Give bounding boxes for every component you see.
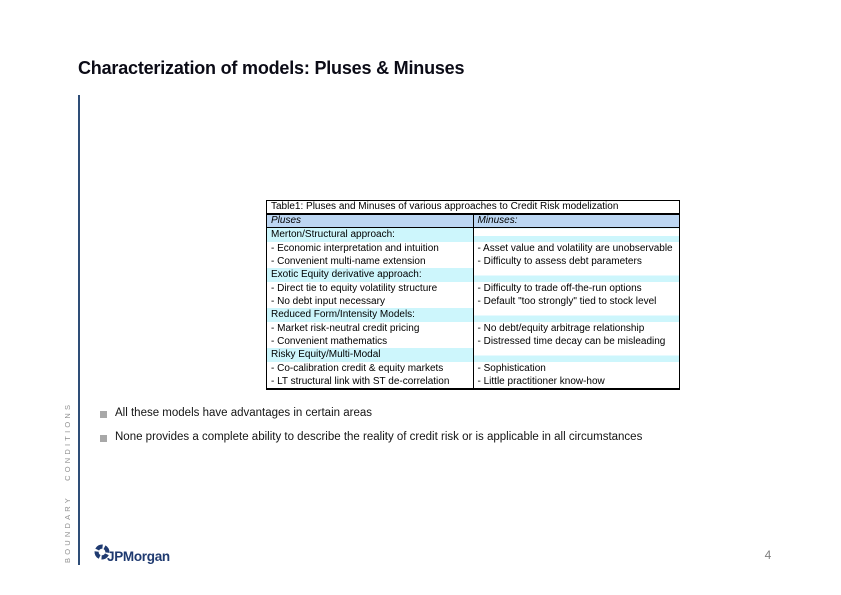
- minus-item: - Difficulty to assess debt parameters: [473, 255, 680, 268]
- plus-item: - Convenient multi-name extension: [267, 255, 474, 268]
- vertical-divider-line: [78, 95, 80, 565]
- section-header-spacer: [473, 228, 680, 243]
- summary-bullets: [100, 407, 740, 455]
- table-header-row: [267, 214, 680, 228]
- section-header-merton: Merton/Structural approach:: [267, 228, 474, 243]
- section-header-exotic-equity: Exotic Equity derivative approach:: [267, 268, 474, 282]
- section-header-row: [267, 308, 680, 322]
- plus-item: - Direct tie to equity volatility structure: [267, 282, 474, 295]
- pluses-minuses-table: [266, 200, 680, 390]
- table-row: [267, 242, 680, 255]
- table-row: [267, 282, 680, 295]
- section-header-spacer: [473, 308, 680, 322]
- sidebar-vertical-label: BOUNDARY CONDITIONS: [63, 401, 72, 563]
- section-header-row: [267, 268, 680, 282]
- table-row: [267, 335, 680, 348]
- section-header-row: [267, 228, 680, 243]
- list-item: [100, 431, 740, 443]
- plus-item: - No debt input necessary: [267, 295, 474, 308]
- plus-item: - Convenient mathematics: [267, 335, 474, 348]
- bullet-text: All these models have advantages in certain areas: [115, 407, 372, 419]
- minus-item: - Default "too strongly" tied to stock level: [473, 295, 680, 308]
- plus-item: - Market risk-neutral credit pricing: [267, 322, 474, 335]
- minus-item: - Sophistication: [473, 362, 680, 375]
- jpmorgan-logo-text: JPMorgan: [107, 549, 170, 564]
- table-row: [267, 295, 680, 308]
- page-title: Characterization of models: Pluses & Minuses: [78, 58, 465, 78]
- table-row: [267, 322, 680, 335]
- section-header-spacer: [473, 268, 680, 282]
- plus-item: - LT structural link with ST de-correlation: [267, 375, 474, 389]
- table-row: [267, 375, 680, 389]
- square-bullet-icon: [100, 435, 107, 442]
- table-row: [267, 362, 680, 375]
- section-header-reduced-form: Reduced Form/Intensity Models:: [267, 308, 474, 322]
- minus-item: - Little practitioner know-how: [473, 375, 680, 389]
- minus-item: - Asset value and volatility are unobservable: [473, 242, 680, 255]
- table-row: [267, 255, 680, 268]
- bullet-text: None provides a complete ability to describe the reality of credit risk or is applicable in all circumstances: [115, 431, 643, 443]
- minus-item: - Difficulty to trade off-the-run options: [473, 282, 680, 295]
- plus-item: - Economic interpretation and intuition: [267, 242, 474, 255]
- column-header-minuses: Minuses:: [473, 214, 680, 228]
- plus-item: - Co-calibration credit & equity markets: [267, 362, 474, 375]
- page-number: 4: [764, 548, 772, 562]
- minus-item: - Distressed time decay can be misleading: [473, 335, 680, 348]
- section-header-risky-equity: Risky Equity/Multi-Modal: [267, 348, 474, 362]
- jpmorgan-logo: [94, 544, 170, 564]
- section-header-spacer: [473, 348, 680, 362]
- table-title: Table1: Pluses and Minuses of various approaches to Credit Risk modelization: [267, 201, 680, 215]
- section-header-row: [267, 348, 680, 362]
- table-title-row: [267, 201, 680, 215]
- column-header-pluses: Pluses: [267, 214, 474, 228]
- square-bullet-icon: [100, 411, 107, 418]
- minus-item: - No debt/equity arbitrage relationship: [473, 322, 680, 335]
- list-item: [100, 407, 740, 419]
